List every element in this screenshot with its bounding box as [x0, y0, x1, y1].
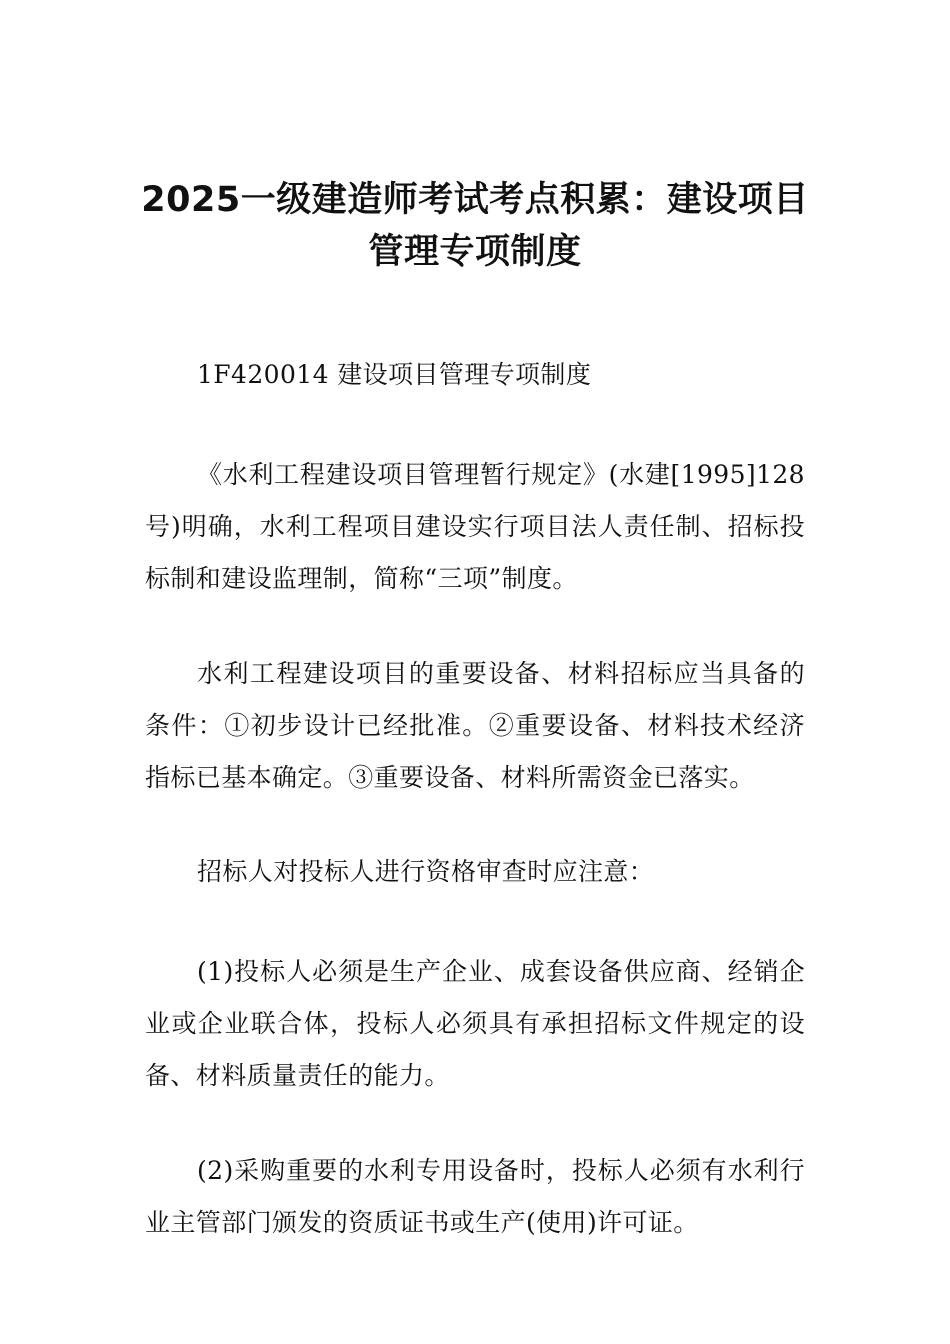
section-heading: 1F420014 建设项目管理专项制度 — [197, 360, 592, 389]
paragraph-item-2: (2)采购重要的水利专用设备时，投标人必须有水利行业主管部门颁发的资质证书或生产(使用)许可证。 — [145, 1156, 805, 1237]
paragraph-item-1: (1)投标人必须是生产企业、成套设备供应商、经销企业或企业联合体，投标人必须具有承担招标文件规定的设备、材料质量责任的能力。 — [145, 957, 805, 1090]
document-title — [120, 174, 830, 278]
paragraph-qualification-review: 招标人对投标人进行资格审查时应注意： — [197, 857, 655, 886]
paragraph-three-systems: 《水利工程建设项目管理暂行规定》(水建[1995]128号)明确，水利工程项目建设实行项目法人责任制、招标投标制和建设监理制，简称“三项”制度。 — [145, 460, 805, 593]
paragraph-tender-conditions: 水利工程建设项目的重要设备、材料招标应当具备的条件：①初步设计已经批准。②重要设备、材料技术经济指标已基本确定。③重要设备、材料所需资金已落实。 — [145, 659, 805, 792]
title-line-2: 管理专项制度 — [368, 232, 582, 272]
title-line-1: 2025一级建造师考试考点积累：建设项目 — [141, 180, 809, 220]
